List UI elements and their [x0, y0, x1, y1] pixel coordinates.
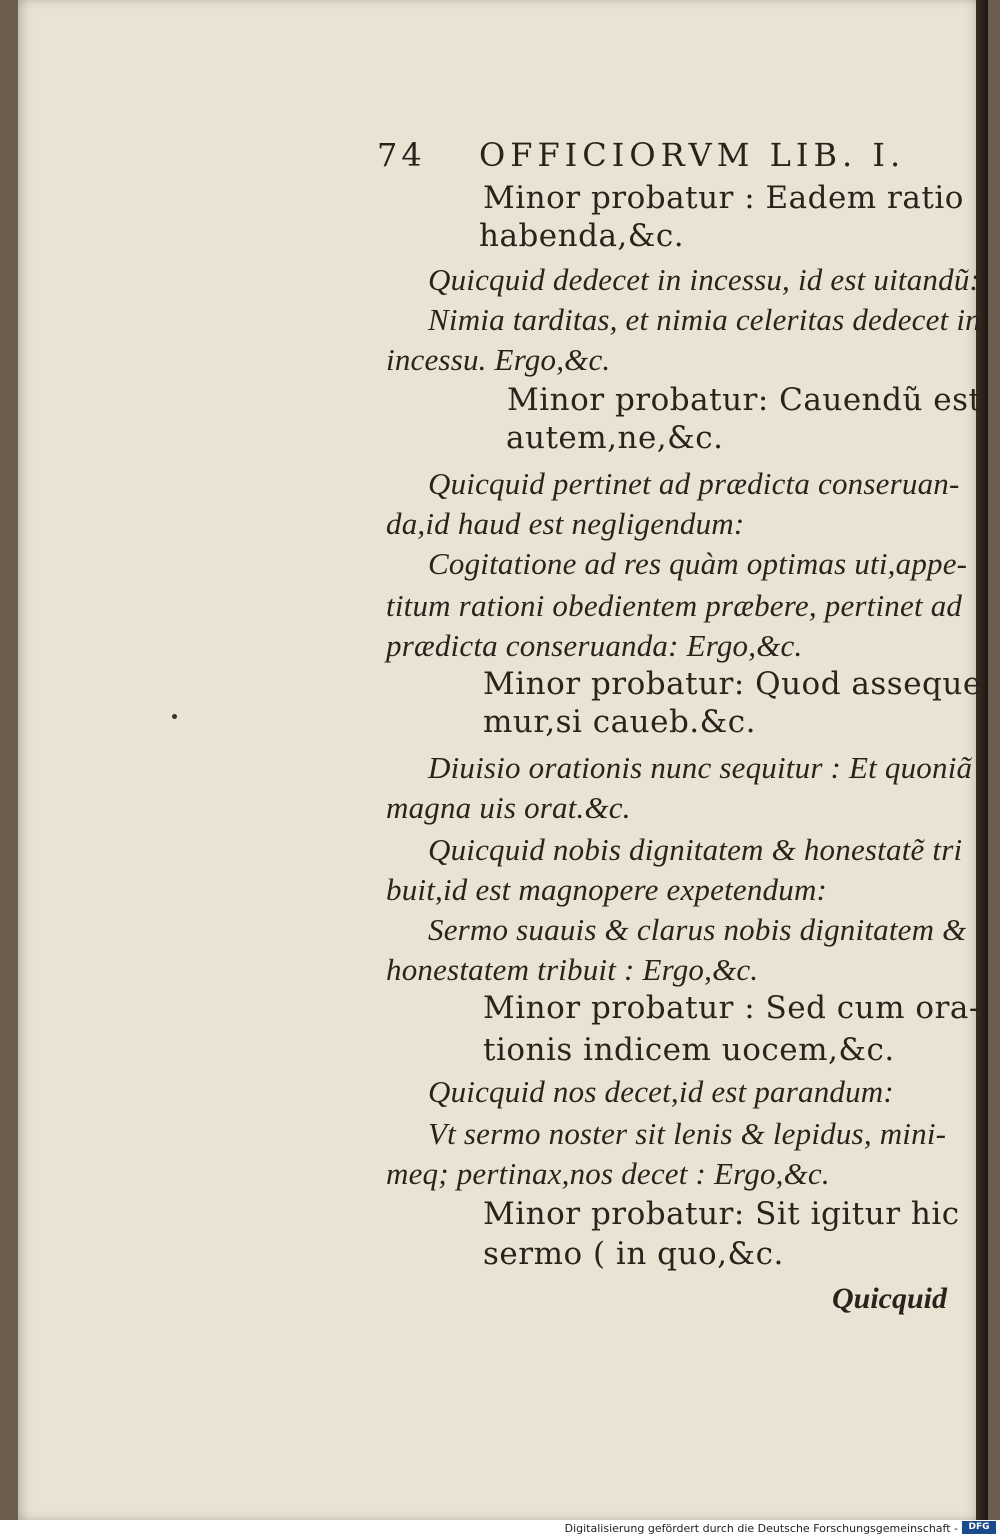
text-line: magna uis orat.&c.: [386, 790, 631, 825]
text-line: Quicquid nobis dignitatem & honestatẽ tri: [428, 832, 963, 867]
text-line: Minor probatur: Cauendũ est: [507, 382, 982, 418]
text-line: Sermo suauis & clarus nobis dignitatem &: [428, 912, 967, 947]
text-line: tionis indicem uocem,&c.: [483, 1032, 895, 1068]
text-line: honestatem tribuit : Ergo,&c.: [386, 952, 759, 987]
text-line: meq; pertinax,nos decet : Ergo,&c.: [386, 1156, 830, 1191]
text-line: autem,ne,&c.: [506, 420, 724, 456]
text-line: Vt sermo noster sit lenis & lepidus, mini-: [428, 1116, 947, 1151]
running-title: OFFICIORVM LIB. I.: [479, 136, 906, 174]
text-line: Quicquid dedecet in incessu, id est uitandũ:: [428, 262, 981, 297]
text-line: da,id haud est negligendum:: [386, 506, 745, 541]
text-line: Minor probatur: Sit igitur hic: [483, 1196, 960, 1232]
text-line: buit,id est magnopere expetendum:: [386, 872, 828, 907]
digitization-credit: Digitalisierung gefördert durch die Deutsche Forschungsgemeinschaft -: [564, 1522, 958, 1535]
text-line: Minor probatur : Eadem ratio: [483, 180, 964, 216]
catchword: Quicquid: [832, 1282, 948, 1315]
text-line: Quicquid nos decet,id est parandum:: [428, 1074, 894, 1109]
text-line: mur,si caueb.&c.: [483, 704, 756, 740]
text-line: incessu. Ergo,&c.: [386, 342, 611, 377]
page-number: 74: [377, 136, 426, 174]
text-line: habenda,&c.: [479, 218, 685, 254]
text-line: sermo ( in quo,&c.: [483, 1236, 784, 1272]
text-line: Nimia tarditas, et nimia celeritas dedecet in: [428, 302, 981, 337]
text-line: Quicquid pertinet ad prædicta conseruan-: [428, 466, 960, 501]
page-gutter-edge: [976, 0, 988, 1520]
text-line: titum rationi obedientem præbere, pertinet ad: [386, 588, 963, 623]
text-line: prædicta conseruanda: Ergo,&c.: [386, 628, 803, 663]
text-line: Minor probatur : Sed cum ora-: [483, 990, 980, 1026]
text-line: Diuisio orationis nunc sequitur : Et quoniã: [428, 750, 973, 785]
dfg-logo: DFG: [962, 1521, 996, 1534]
text-line: Cogitatione ad res quàm optimas uti,appe-: [428, 546, 968, 581]
text-line: Minor probatur: Quod asseque: [483, 666, 982, 702]
ink-spot: [172, 714, 177, 719]
page-header: [377, 136, 917, 176]
